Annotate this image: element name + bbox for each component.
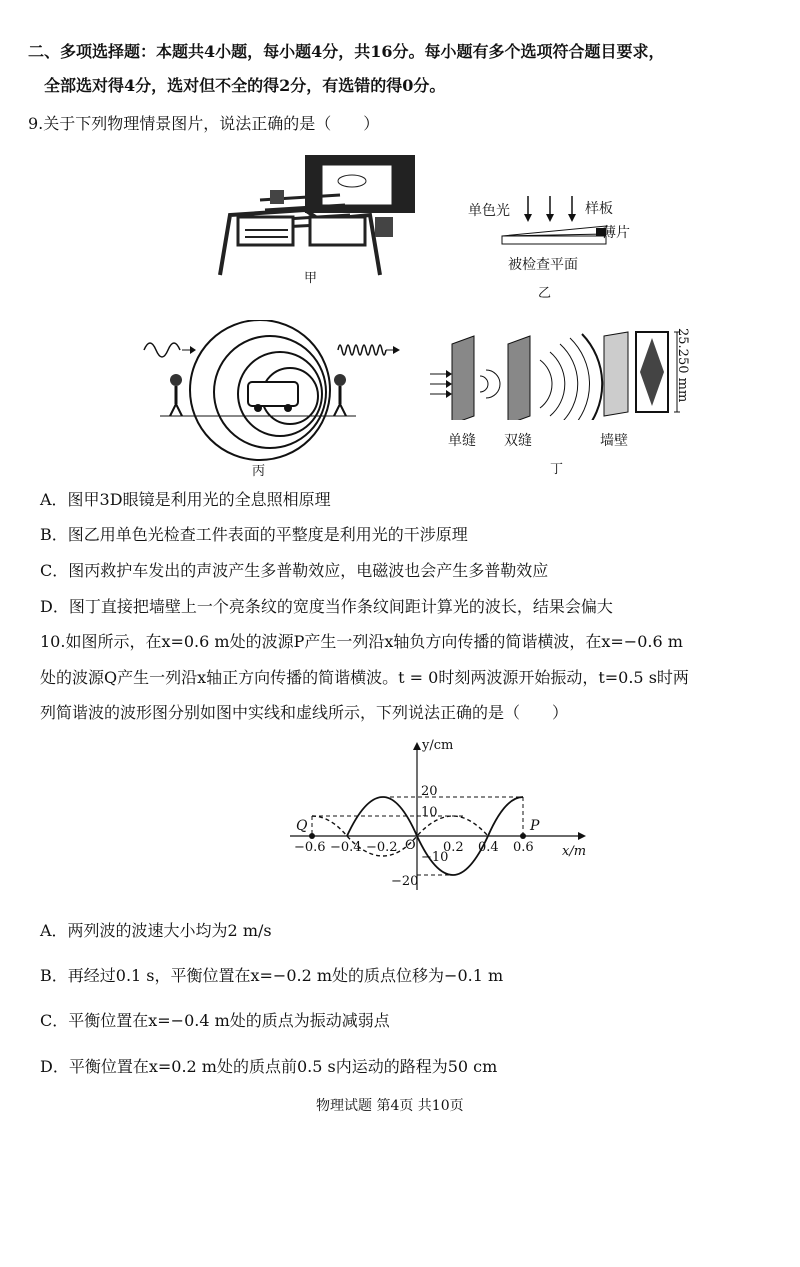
- section-header-line2: 全部选对得4分，选对但不全的得2分，有选错的得0分。: [44, 76, 446, 95]
- figure-jia: [210, 155, 430, 285]
- y-tick-neg20: −20: [391, 874, 419, 889]
- label-test-plane: 被检查平面: [508, 257, 578, 273]
- q9-option-b: B．图乙用单色光检查工件表面的平整度是利用光的干涉原理: [40, 525, 468, 544]
- x-tick-0.2: 0.2: [443, 840, 464, 855]
- y-tick-10: 10: [421, 805, 438, 820]
- y-tick-neg10: −10: [421, 850, 449, 865]
- origin-label: O: [405, 838, 416, 853]
- x-axis-label: x/m: [562, 844, 587, 859]
- figure-jia-caption: 甲: [304, 271, 318, 286]
- x-tick-0.6: 0.6: [513, 840, 534, 855]
- 3d-glasses-illustration: [210, 155, 430, 285]
- label-width: 25.250 mm: [675, 328, 690, 403]
- point-P-label: P: [530, 818, 540, 834]
- point-P-dot: [520, 833, 526, 839]
- q10-option-b: B．再经过0.1 s，平衡位置在x=−0.2 m处的质点位移为−0.1 m: [40, 966, 504, 985]
- label-mono-light: 单色光: [468, 203, 510, 219]
- q10-stem-line1: 10.如图所示，在x=0.6 m处的波源P产生一列沿x轴负方向传播的简谐横波，在x=−0.6 m: [40, 632, 683, 651]
- q9-option-d: D．图丁直接把墙壁上一个亮条纹的宽度当作条纹间距计算光的波长，结果会偏大: [40, 597, 613, 616]
- q9-option-a: A．图甲3D眼镜是利用光的全息照相原理: [40, 490, 331, 509]
- figure-ding: [428, 330, 728, 480]
- figure-bing-caption: 丙: [252, 464, 266, 479]
- thin-film-wedge: [500, 222, 610, 246]
- section-header-line1: 二、多项选择题：本题共4小题，每小题4分，共16分。每小题有多个选项符合题目要求，: [28, 42, 665, 61]
- y-axis-label: y/cm: [422, 738, 454, 753]
- wave-graph-svg: [280, 738, 600, 898]
- x-tick-0.4: 0.4: [478, 840, 499, 855]
- label-sample-plate: 样板: [585, 201, 613, 217]
- point-Q-label: Q: [296, 818, 308, 834]
- figure-yi: [460, 192, 660, 312]
- y-axis-arrow: [413, 742, 421, 750]
- light-arrows-icon: [520, 194, 580, 224]
- figure-yi-caption: 乙: [538, 286, 552, 301]
- q10-stem-line3: 列简谐波的波形图分别如图中实线和虚线所示，下列说法正确的是（ ）: [40, 703, 569, 722]
- wave-graph: [280, 738, 600, 898]
- q10-option-c: C．平衡位置在x=−0.4 m处的质点为振动减弱点: [40, 1011, 390, 1030]
- figure-bing: [140, 320, 410, 480]
- label-wall: 墙壁: [600, 433, 628, 449]
- doppler-ambulance-illustration: [140, 320, 410, 470]
- x-tick-neg0.6: −0.6: [294, 840, 326, 855]
- x-tick-neg0.4: −0.4: [330, 840, 362, 855]
- page-footer: 物理试题 第4页 共10页: [316, 1098, 464, 1114]
- y-tick-20: 20: [421, 784, 438, 799]
- label-thin-sheet: 薄片: [602, 225, 630, 241]
- q10-option-d: D．平衡位置在x=0.2 m处的质点前0.5 s内运动的路程为50 cm: [40, 1057, 498, 1076]
- q9-option-c: C．图丙救护车发出的声波产生多普勒效应，电磁波也会产生多普勒效应: [40, 561, 549, 580]
- x-axis-arrow: [578, 832, 586, 840]
- label-single-slit: 单缝: [448, 433, 476, 449]
- figure-ding-caption: 丁: [550, 462, 564, 477]
- q10-option-a: A．两列波的波速大小均为2 m/s: [40, 921, 272, 940]
- q9-stem: 9.关于下列物理情景图片，说法正确的是（ ）: [28, 114, 380, 133]
- x-tick-neg0.2: −0.2: [366, 840, 398, 855]
- point-Q-dot: [309, 833, 315, 839]
- q10-stem-line2: 处的波源Q产生一列沿x轴正方向传播的简谐横波。t = 0时刻两波源开始振动，t=0.5 s时两: [40, 668, 689, 687]
- label-double-slit: 双缝: [504, 433, 532, 449]
